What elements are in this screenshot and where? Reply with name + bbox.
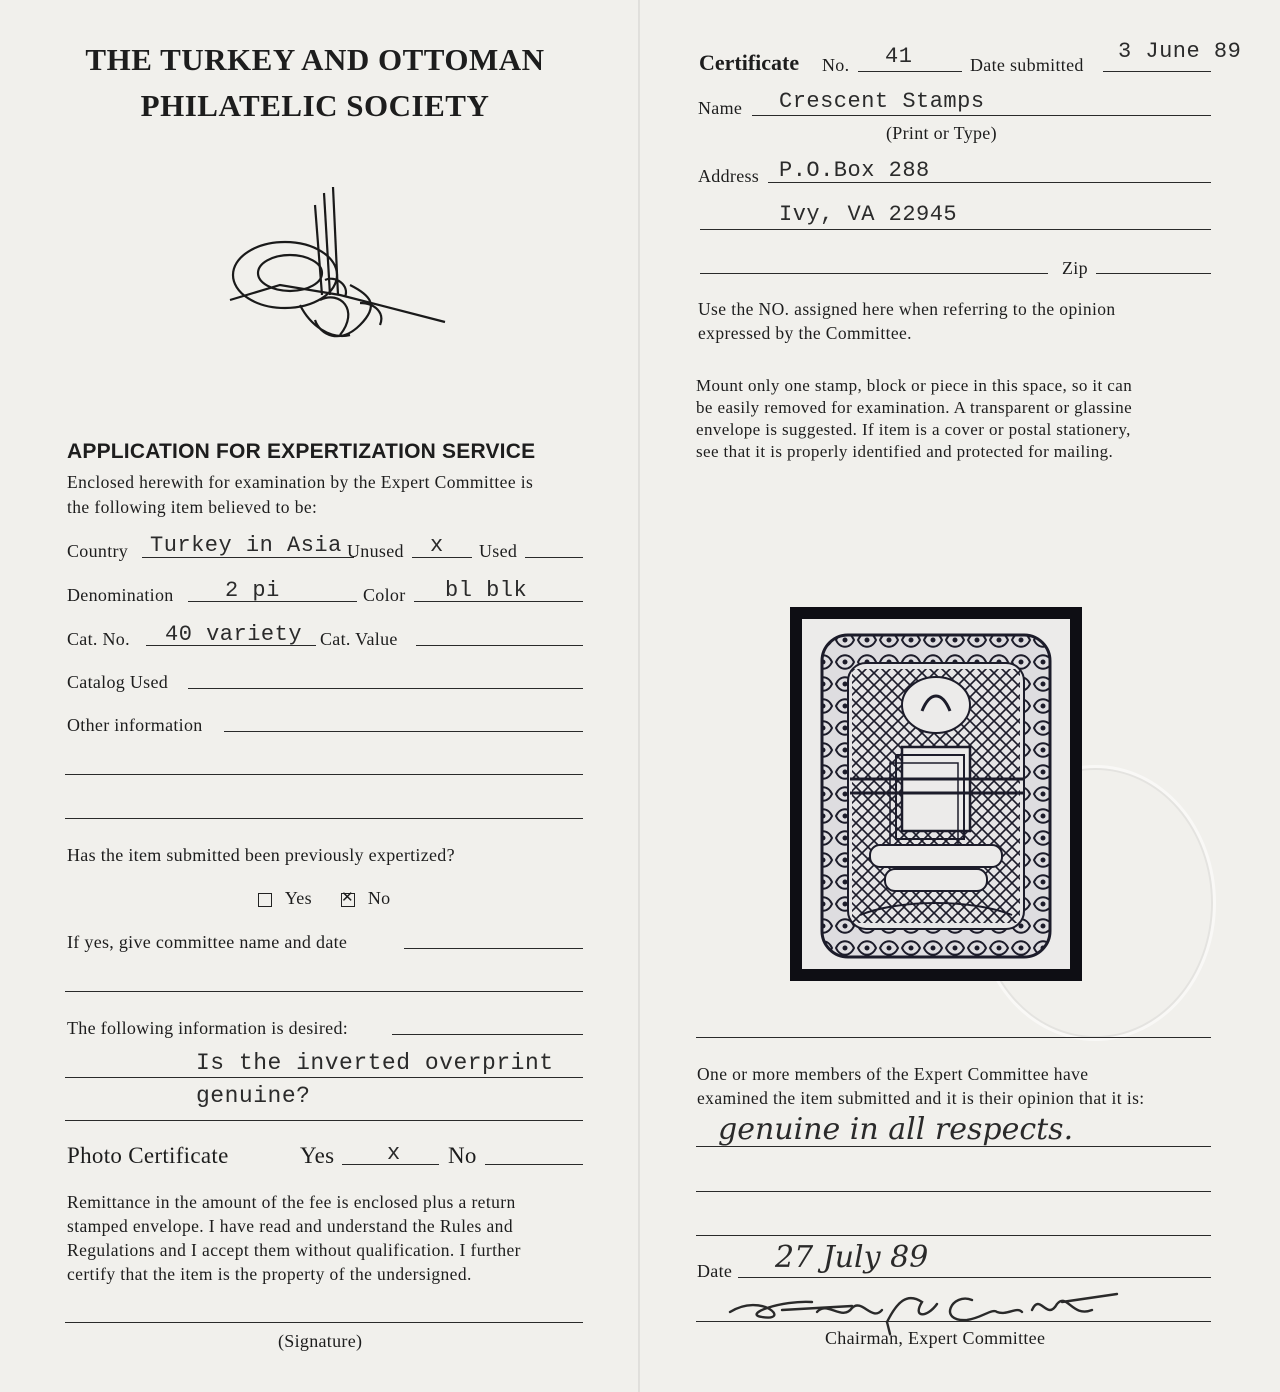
tughra-emblem [220, 185, 455, 360]
other-info-label: Other information [67, 715, 203, 735]
yes-label: Yes [284, 888, 312, 908]
address-value-line2[interactable]: Ivy, VA 22945 [779, 202, 958, 227]
desired-line1 [392, 1034, 583, 1035]
desired-line3 [65, 1120, 583, 1121]
address-label: Address [698, 166, 760, 186]
mount-bottom-line [696, 1037, 1211, 1038]
remit-line1: Remittance in the amount of the fee is enclosed plus a return [67, 1192, 516, 1212]
zip-line[interactable] [1096, 273, 1211, 274]
photo-cert-label: Photo Certificate [67, 1143, 229, 1168]
mount-line4: see that it is properly identified and protected for mailing. [696, 442, 1114, 461]
address-line2 [700, 229, 1211, 230]
used-line[interactable] [525, 557, 583, 558]
no-label: No [367, 888, 391, 908]
if-yes-label: If yes, give committee name and date [67, 932, 348, 952]
fold-line [638, 0, 640, 1392]
cat-no-label: Cat. No. [67, 629, 130, 649]
mount-line1: Mount only one stamp, block or piece in this space, so it can [696, 376, 1133, 395]
opinion-line2: examined the item submitted and it is their opinion that it is: [697, 1088, 1145, 1108]
country-label: Country [67, 541, 129, 561]
name-label: Name [698, 98, 743, 118]
name-line [752, 115, 1211, 116]
society-title-line2: PHILATELIC SOCIETY [140, 88, 490, 123]
opinion-line-b[interactable] [696, 1191, 1211, 1192]
unused-value[interactable]: x [430, 533, 444, 558]
use-no-line2: expressed by the Committee. [698, 323, 912, 343]
remit-line4: certify that the item is the property of the undersigned. [67, 1264, 472, 1284]
photo-no-label: No [448, 1143, 477, 1168]
other-info-line2[interactable] [65, 774, 583, 775]
mount-line2: be easily removed for examination. A transparent or glassine [696, 398, 1133, 417]
date-line [738, 1277, 1211, 1278]
zip-label: Zip [1062, 258, 1088, 278]
intro-line1: Enclosed herewith for examination by the Expert Committee is [67, 472, 534, 492]
cat-value-line[interactable] [416, 645, 583, 646]
date-submitted-value[interactable]: 3 June 89 [1118, 39, 1242, 64]
society-title-line1: THE TURKEY AND OTTOMAN [85, 42, 545, 77]
mount-line3: envelope is suggested. If item is a cover or postal stationery, [696, 420, 1131, 439]
used-label: Used [479, 541, 518, 561]
denomination-value[interactable]: 2 pi [225, 578, 280, 603]
if-yes-line2[interactable] [65, 991, 583, 992]
unused-label: Unused [347, 541, 404, 561]
opinion-line-a [696, 1146, 1211, 1147]
color-label: Color [363, 585, 406, 605]
prev-expertized-question: Has the item submitted been previously expertized? [67, 845, 455, 865]
cat-no-value[interactable]: 40 variety [165, 622, 303, 647]
desired-line2 [65, 1077, 583, 1078]
desired-value-line1[interactable]: Is the inverted overprint [196, 1050, 554, 1076]
country-value[interactable]: Turkey in Asia [150, 533, 342, 558]
prev-yes-option[interactable] [258, 888, 312, 909]
address-value-line1[interactable]: P.O.Box 288 [779, 158, 930, 183]
cert-no-label: No. [822, 55, 850, 75]
denomination-label: Denomination [67, 585, 174, 605]
desired-label: The following information is desired: [67, 1018, 349, 1038]
chairman-label: Chairman, Expert Committee [825, 1328, 1046, 1348]
opinion-handwritten[interactable]: genuine in all respects. [718, 1112, 1074, 1147]
desired-value-line2[interactable]: genuine? [196, 1083, 311, 1109]
photo-yes-label: Yes [300, 1143, 335, 1168]
certificate-label: Certificate [699, 50, 800, 75]
photo-no-line[interactable] [485, 1164, 583, 1165]
date-label: Date [697, 1261, 733, 1281]
name-value[interactable]: Crescent Stamps [779, 89, 985, 114]
photo-yes-value[interactable]: x [387, 1141, 401, 1166]
stamp-image [790, 607, 1082, 981]
cert-no-value[interactable]: 41 [885, 44, 913, 69]
stamp-mount [790, 607, 1082, 981]
yes-checkbox[interactable] [258, 893, 272, 907]
cert-no-line [858, 71, 962, 72]
opinion-line1: One or more members of the Expert Committee have [697, 1064, 1089, 1084]
opinion-line-c[interactable] [696, 1235, 1211, 1236]
if-yes-line1[interactable] [404, 948, 583, 949]
prev-no-option[interactable] [341, 888, 390, 909]
catalog-used-line[interactable] [188, 688, 583, 689]
application-heading: APPLICATION FOR EXPERTIZATION SERVICE [67, 440, 536, 463]
other-info-line3[interactable] [65, 818, 583, 819]
signature-label: (Signature) [278, 1331, 363, 1351]
date-handwritten[interactable]: 27 July 89 [775, 1240, 929, 1275]
address-line3[interactable] [700, 273, 1048, 274]
color-value[interactable]: bl blk [445, 578, 528, 603]
no-checkbox[interactable] [341, 893, 355, 907]
signature-line[interactable] [65, 1322, 583, 1323]
use-no-line1: Use the NO. assigned here when referring to the opinion [698, 299, 1116, 319]
catalog-used-label: Catalog Used [67, 672, 169, 692]
remit-line3: Regulations and I accept them without qualification. I further [67, 1240, 521, 1260]
chairman-line [696, 1321, 1211, 1322]
remit-line2: stamped envelope. I have read and understand the Rules and [67, 1216, 513, 1236]
other-info-line1[interactable] [224, 731, 583, 732]
date-submitted-line [1103, 71, 1211, 72]
date-submitted-label: Date submitted [970, 55, 1084, 75]
cat-value-label: Cat. Value [320, 629, 398, 649]
print-or-type-hint: (Print or Type) [886, 123, 997, 143]
intro-line2: the following item believed to be: [67, 497, 318, 517]
